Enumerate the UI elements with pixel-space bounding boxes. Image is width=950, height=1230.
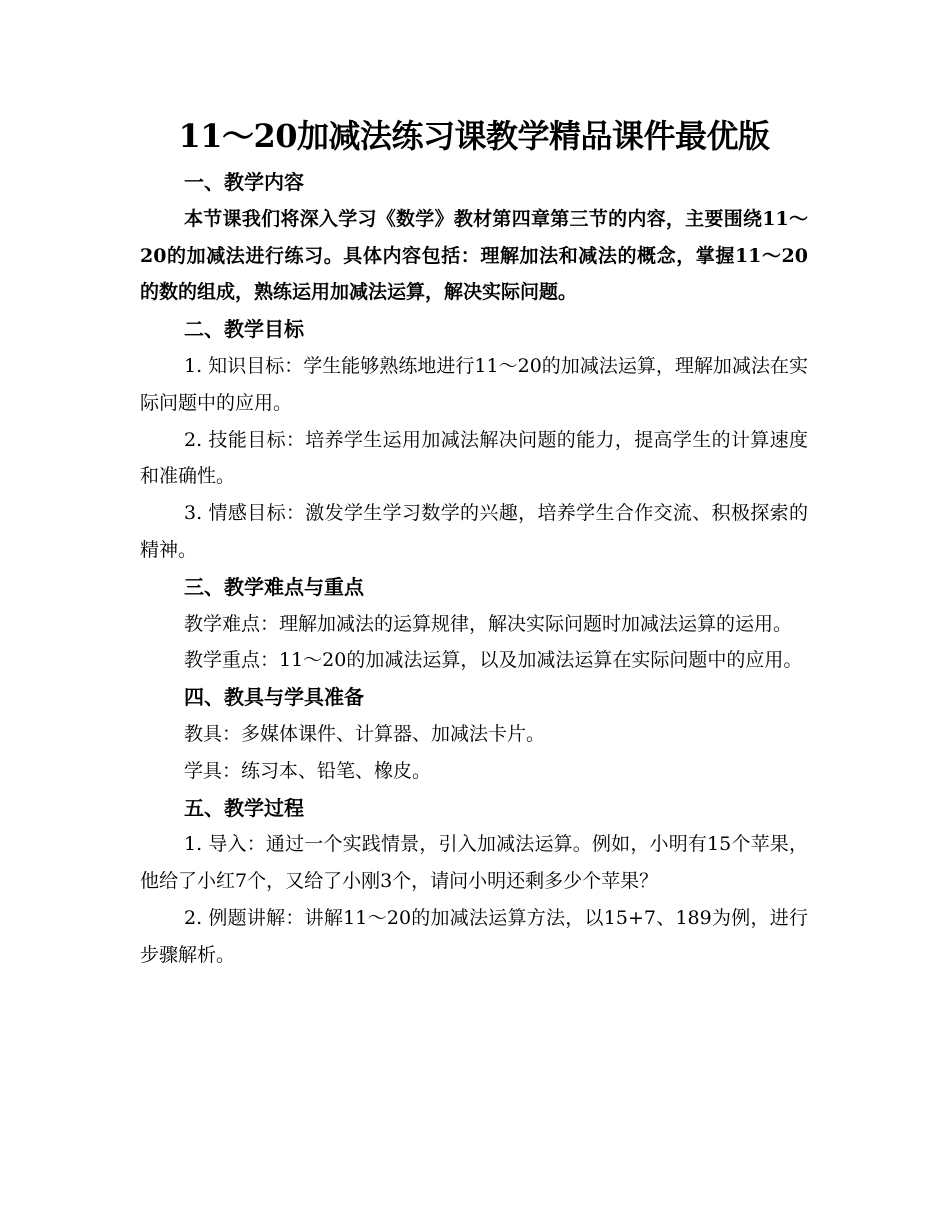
section-difficulties-key-points [140, 569, 808, 679]
section-heading: 三、教学难点与重点 [184, 574, 364, 599]
paragraph: 3. 情感目标：激发学生学习数学的兴趣，培养学生合作交流、积极探索的精神。 [140, 502, 808, 561]
section-teaching-process [140, 790, 808, 974]
paragraph: 教学难点：理解加减法的运算规律，解决实际问题时加减法运算的运用。 [184, 612, 793, 635]
section-teaching-aids [140, 679, 808, 789]
paragraph: 本节课我们将深入学习《数学》教材第四章第三节的内容，主要围绕11～20的加减法进行练习。具体内容包括：理解加法和减法的概念，掌握11～20的数的组成，熟练运用加减法运算，解决实际问题。 [140, 207, 808, 304]
section-heading: 四、教具与学具准备 [184, 685, 364, 710]
paragraph: 2. 例题讲解：讲解11～20的加减法运算方法，以15+7、189为例，进行步骤解析。 [140, 906, 808, 966]
section-heading: 一、教学内容 [184, 170, 304, 194]
paragraph: 教学重点：11～20的加减法运算，以及加减法运算在实际问题中的应用。 [184, 649, 803, 672]
paragraph: 1. 导入：通过一个实践情景，引入加减法运算。例如，小明有15个苹果，他给了小红7个，又给了小刚3个，请问小明还剩多少个苹果？ [140, 833, 808, 893]
paragraph: 学具：练习本、铅笔、橡皮。 [184, 759, 432, 782]
section-heading: 二、教学目标 [184, 317, 304, 342]
section-teaching-content [140, 164, 808, 311]
section-heading: 五、教学过程 [184, 795, 304, 820]
document-title: 11～20加减法练习课教学精品课件最优版 [178, 117, 770, 155]
paragraph: 2. 技能目标：培养学生运用加减法解决问题的能力，提高学生的计算速度和准确性。 [140, 428, 808, 488]
document-page [140, 108, 808, 974]
paragraph: 1. 知识目标：学生能够熟练地进行11～20的加减法运算，理解加减法在实际问题中的应用。 [140, 354, 808, 414]
section-teaching-goals [140, 311, 808, 569]
paragraph: 教具：多媒体课件、计算器、加减法卡片。 [184, 722, 546, 745]
